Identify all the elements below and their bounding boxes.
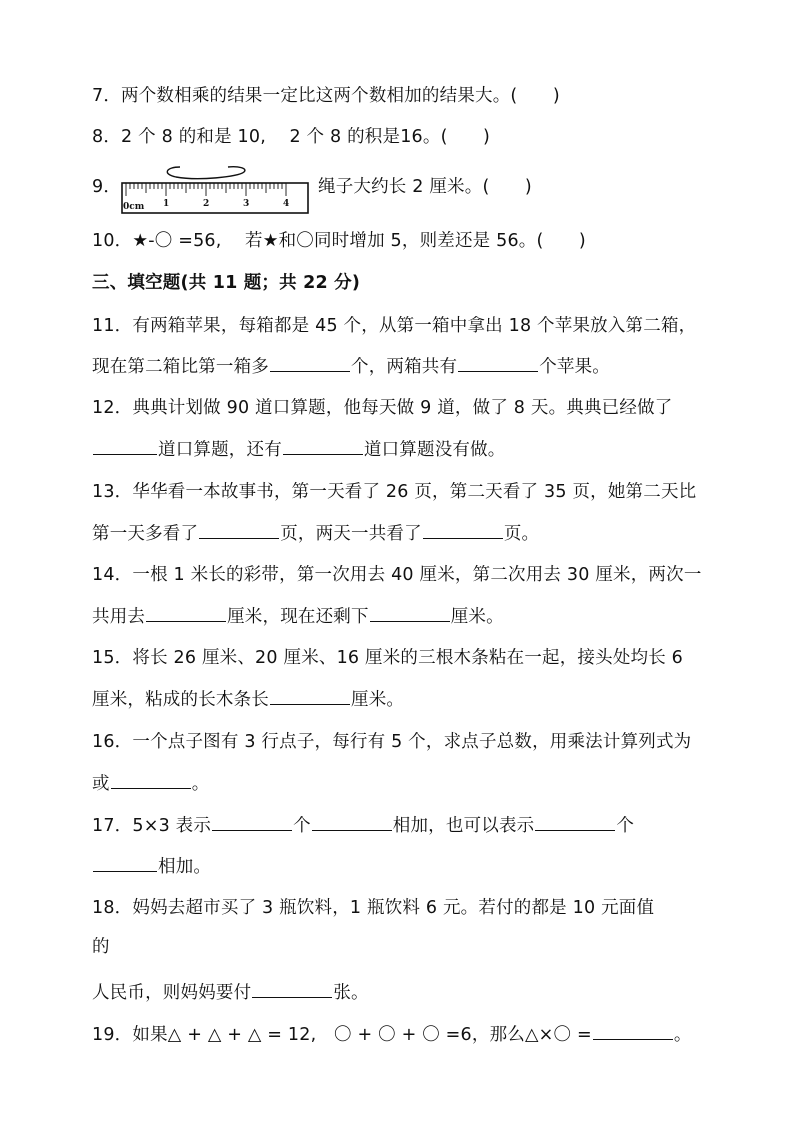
question-10: 10．★-〇 =56, 若★和〇同时增加 5，则差还是 56。( ): [92, 231, 586, 251]
q16-text-b: 。: [191, 774, 210, 794]
question-14-line2: [92, 603, 504, 630]
ruler-figure: [118, 160, 318, 220]
q19-text-b: 。: [673, 1025, 692, 1045]
q14-blank-2[interactable]: [370, 603, 450, 622]
q12-blank-2[interactable]: [283, 436, 363, 455]
q11-text-a: 现在第二箱比第一箱多: [92, 357, 269, 377]
q11-text-c: 个苹果。: [539, 357, 611, 377]
q17-blank-3[interactable]: [535, 812, 615, 831]
question-18-line3: [92, 979, 369, 1006]
section-3-heading: 三、填空题(共 11 题；共 22 分): [92, 273, 361, 293]
question-11-line1: 11．有两箱苹果，每箱都是 45 个，从第一箱中拿出 18 个苹果放入第二箱，: [92, 316, 697, 336]
question-16-line1: 16．一个点子图有 3 行点子，每行有 5 个，求点子总数，用乘法计算列式为: [92, 732, 692, 752]
question-18-line1: 18．妈妈去超市买了 3 瓶饮料，1 瓶饮料 6 元。若付的都是 10 元面值: [92, 898, 655, 918]
q19-blank-1[interactable]: [593, 1021, 673, 1040]
question-14-line1: 14．一根 1 米长的彩带，第一次用去 40 厘米，第二次用去 30 厘米，两次一: [92, 565, 702, 585]
q14-text-b: 厘米，现在还剩下: [227, 607, 369, 627]
q16-text-a: 或: [92, 774, 110, 794]
question-9-text: 绳子大约长 2 厘米。( ): [318, 177, 532, 197]
question-15-line1: 15．将长 26 厘米、20 厘米、16 厘米的三根木条粘在一起，接头处均长 6: [92, 648, 684, 668]
q17-text-e: 相加。: [158, 857, 212, 877]
q13-blank-2[interactable]: [423, 520, 503, 539]
q16-blank-1[interactable]: [111, 770, 191, 789]
q11-blank-2[interactable]: [458, 353, 538, 372]
q14-blank-1[interactable]: [146, 603, 226, 622]
q12-blank-1[interactable]: [93, 436, 157, 455]
question-11-line2: [92, 353, 610, 380]
q17-blank-2[interactable]: [312, 812, 392, 831]
ruler-label-3: 3: [243, 199, 250, 209]
ruler-label-2: 2: [203, 199, 210, 209]
q18-text-b: 张。: [333, 983, 369, 1003]
question-15-line2: [92, 686, 404, 713]
question-18-line2: 的: [92, 937, 110, 957]
question-13-line2: [92, 520, 539, 547]
q15-text-b: 厘米。: [351, 690, 405, 710]
question-17-line1: [92, 812, 634, 839]
q13-text-a: 第一天多看了: [92, 524, 199, 544]
q13-text-c: 页。: [503, 524, 540, 544]
q11-blank-1[interactable]: [270, 353, 350, 372]
ruler-label-1: 1: [163, 199, 170, 209]
rope-curve: [167, 167, 245, 179]
question-17-line2: [92, 853, 211, 880]
question-8: 8．2 个 8 的和是 10, 2 个 8 的积是16。( ): [92, 127, 491, 147]
question-12-line2: [92, 436, 506, 463]
question-12-line1: 12．典典计划做 90 道口算题，他每天做 9 道，做了 8 天。典典已经做了: [92, 398, 673, 418]
q12-text-b: 道口算题没有做。: [363, 440, 506, 460]
ruler-label-0: 0cm: [123, 202, 145, 212]
ruler-with-rope-image: [118, 160, 318, 220]
question-7: 7．两个数相乘的结果一定比这两个数相加的结果大。( ): [92, 86, 560, 106]
q14-text-a: 共用去: [92, 607, 146, 627]
q11-text-b: 个，两箱共有: [351, 357, 458, 377]
q17-text-c: 相加，也可以表示: [392, 816, 535, 836]
ruler-label-4: 4: [283, 199, 290, 209]
q15-text-a: 厘米，粘成的长木条长: [92, 690, 269, 710]
question-19-line1: [92, 1021, 692, 1048]
q17-blank-1[interactable]: [212, 812, 292, 831]
question-16-line2: [92, 770, 209, 797]
question-9-number: 9．: [92, 177, 122, 197]
q18-blank-1[interactable]: [252, 979, 332, 998]
q14-text-c: 厘米。: [450, 607, 504, 627]
q12-text-a: 道口算题，还有: [158, 440, 282, 460]
q17-blank-4[interactable]: [93, 853, 157, 872]
q19-text-a: 19．如果△ + △ + △ = 12, 〇 + 〇 + 〇 =6，那么△×〇 =: [92, 1025, 592, 1045]
q15-blank-1[interactable]: [270, 686, 350, 705]
q13-text-b: 页，两天一共看了: [280, 524, 422, 544]
q17-text-a: 17．5×3 表示: [92, 816, 212, 836]
question-13-line1: 13．华华看一本故事书，第一天看了 26 页，第二天看了 35 页，她第二天比: [92, 482, 697, 502]
q17-text-b: 个: [293, 816, 311, 836]
q18-text-a: 人民币，则妈妈要付: [92, 983, 252, 1003]
q13-blank-1[interactable]: [199, 520, 279, 539]
q17-text-d: 个: [616, 816, 635, 836]
